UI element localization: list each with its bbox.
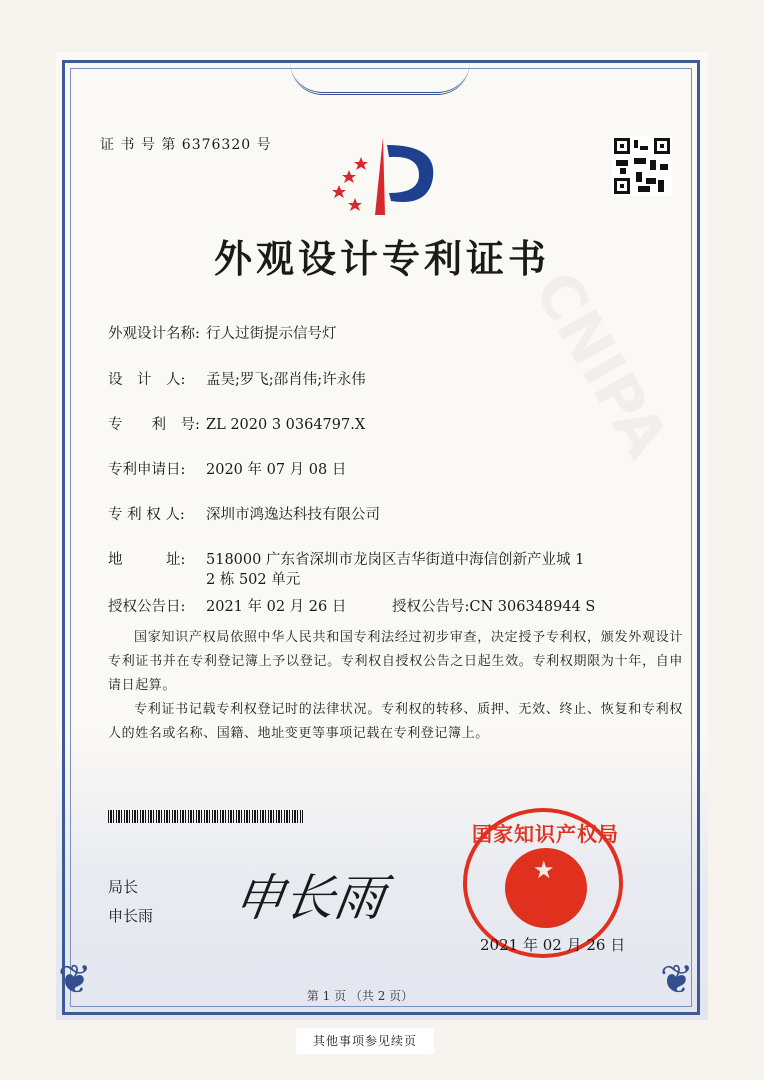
certificate-title: 外观设计专利证书 xyxy=(213,237,550,281)
field-address-line2: 2 栋 502 单元 xyxy=(206,572,301,588)
field-announcement-number xyxy=(392,595,595,616)
field-value: 深圳市鸿逸达科技有限公司 xyxy=(206,507,380,523)
corner-ornament-br: ❦ xyxy=(660,957,694,1003)
statement-paragraph-2: 专利证书记载专利权登记时的法律状况。专利权的转移、质押、无效、终止、恢复和专利权人的姓名或名称、国籍、地址变更等事项记载在专利登记簿上。 xyxy=(108,702,683,741)
field-patentee xyxy=(108,503,380,524)
field-designers xyxy=(108,368,366,389)
field-label: 专 利 权 人: xyxy=(108,507,185,523)
field-value: CN 306348944 S xyxy=(469,599,596,615)
signer-title: 局长 xyxy=(108,878,139,896)
top-ornament xyxy=(290,62,470,95)
field-grant-date xyxy=(108,595,346,616)
field-label: 外观设计名称: xyxy=(108,326,200,342)
logo-p-blue xyxy=(387,145,433,202)
signature: 申长雨 xyxy=(230,869,389,927)
corner-ornament-bl: ❦ xyxy=(58,957,92,1003)
star-icon xyxy=(332,157,368,211)
signer-name: 申长雨 xyxy=(108,907,154,925)
field-value: 2021 年 02 月 26 日 xyxy=(206,599,347,615)
seal-text: 国家知识产权局 xyxy=(472,822,619,846)
field-value: 孟昊;罗飞;邵肖伟;许永伟 xyxy=(206,372,366,388)
field-label: 设 计 人: xyxy=(108,372,186,388)
field-patent-number xyxy=(108,413,365,434)
field-value: 2020 年 07 月 08 日 xyxy=(206,462,347,478)
cnipa-logo xyxy=(325,135,440,220)
field-label: 专利申请日: xyxy=(108,462,186,478)
field-value: 行人过街提示信号灯 xyxy=(206,326,337,342)
statement-paragraph-1: 国家知识产权局依照中华人民共和国专利法经过初步审查，决定授予专利权，颁发外观设计专利证书并在专利登记簿上予以登记。专利权自授权公告之日起生效。专利权期限为十年，自申请日起算。 xyxy=(108,630,683,693)
field-label: 专 利 号: xyxy=(108,417,200,433)
page-indicator: 第 1 页 （共 2 页） xyxy=(306,989,414,1003)
barcode xyxy=(108,810,303,823)
national-emblem-icon: ★ xyxy=(505,848,587,928)
qr-code xyxy=(612,136,672,196)
field-design-name xyxy=(108,322,337,343)
field-label: 授权公告日: xyxy=(108,599,186,615)
field-label: 地 址: xyxy=(108,552,186,568)
logo-blade-red xyxy=(375,137,385,215)
field-value: ZL 2020 3 0364797.X xyxy=(206,417,366,433)
field-value: 518000 广东省深圳市龙岗区吉华街道中海信创新产业城 1 xyxy=(206,552,585,568)
seal-date: 2021 年 02 月 26 日 xyxy=(480,936,626,954)
certificate-number: 证 书 号 第 6376320 号 xyxy=(100,137,272,153)
field-application-date xyxy=(108,458,346,479)
continued-note: 其他事项参见续页 xyxy=(296,1028,434,1054)
field-address xyxy=(108,548,584,569)
field-label: 授权公告号: xyxy=(392,599,470,615)
